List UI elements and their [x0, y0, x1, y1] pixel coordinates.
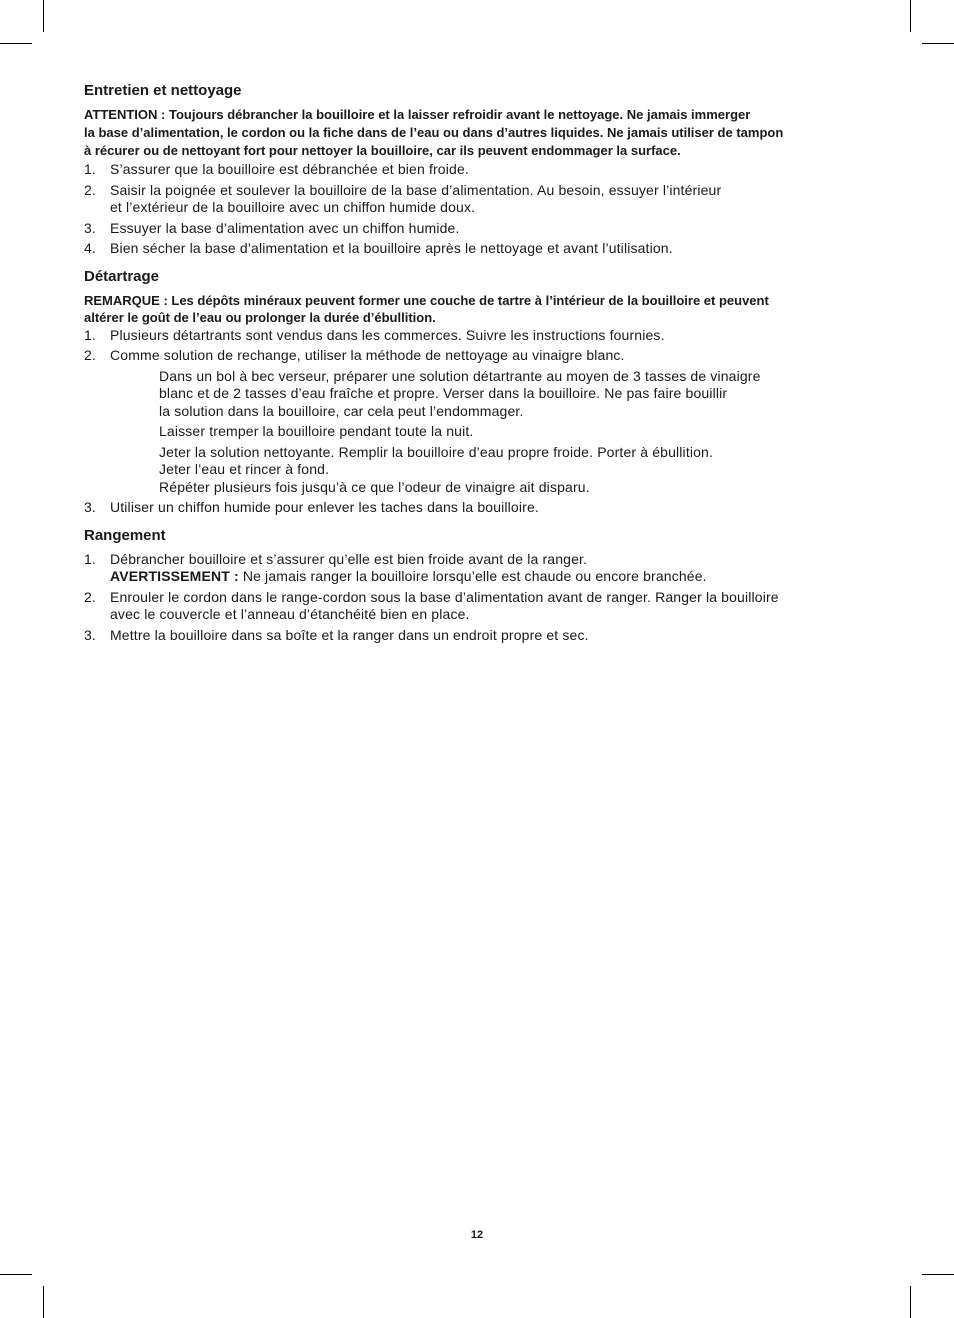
- crop-mark: [910, 1286, 911, 1318]
- section-title-entretien: Entretien et nettoyage: [84, 82, 242, 99]
- crop-mark: [922, 1274, 954, 1275]
- attention-line: ATTENTION : Toujours débrancher la bouilloire et la laisser refroidir avant le nettoyage. Ne jamais immerger: [84, 107, 751, 122]
- substep-line: Laisser tremper la bouilloire pendant toute la nuit.: [159, 423, 474, 439]
- crop-mark: [0, 43, 32, 44]
- substep-line: la solution dans la bouilloire, car cela peut l’endommager.: [159, 402, 524, 419]
- note-line: altérer le goût de l’eau ou prolonger la durée d’ébullition.: [84, 309, 436, 325]
- page-number: 12: [470, 1229, 484, 1241]
- attention-warning: [84, 106, 874, 160]
- crop-mark: [910, 0, 911, 32]
- list-item: [84, 551, 874, 586]
- step-number: 3.: [84, 499, 96, 515]
- substep-line: blanc et de 2 tasses d’eau fraîche et propre. Verser dans la bouilloire. Ne pas faire bouillir: [159, 385, 728, 401]
- step-number: 2.: [84, 181, 96, 198]
- substep-line: Jeter l’eau et rincer à fond.: [159, 461, 330, 477]
- remarque-note: [84, 292, 874, 326]
- crop-mark: [0, 1274, 32, 1275]
- crop-mark: [43, 1286, 44, 1318]
- step-text: S’assurer que la bouilloire est débranchée et bien froide.: [110, 161, 469, 177]
- list-item: [84, 220, 874, 238]
- step-number: 3.: [84, 219, 96, 236]
- vinegar-substeps: [159, 368, 874, 497]
- step-number: 4.: [84, 240, 96, 256]
- list-item: [84, 347, 874, 496]
- step-text: Bien sécher la base d’alimentation et la bouilloire après le nettoyage et avant l’utilisation.: [110, 240, 673, 256]
- document-page: [84, 82, 874, 647]
- warning-label: AVERTISSEMENT :: [110, 568, 239, 584]
- step-text: Plusieurs détartrants sont vendus dans les commerces. Suivre les instructions fournies.: [110, 326, 665, 343]
- list-item: [84, 161, 874, 179]
- crop-mark: [43, 0, 44, 32]
- list-item: [84, 589, 874, 624]
- step-number: 3.: [84, 626, 96, 643]
- substep: [159, 423, 874, 441]
- step-text: Utiliser un chiffon humide pour enlever les taches dans la bouilloire.: [110, 499, 539, 515]
- list-item: [84, 499, 874, 517]
- substep-line: Jeter la solution nettoyante. Remplir la bouilloire d’eau propre froide. Porter à ébullition.: [159, 443, 714, 460]
- step-number: 2.: [84, 347, 96, 363]
- warning-line: [110, 568, 874, 586]
- list-item: [84, 327, 874, 345]
- step-number: 1.: [84, 550, 96, 567]
- step-number: 2.: [84, 588, 96, 605]
- step-text: Comme solution de rechange, utiliser la méthode de nettoyage au vinaigre blanc.: [110, 347, 625, 363]
- attention-line: la base d’alimentation, le cordon ou la fiche dans de l’eau ou dans d’autres liquides. Ne jamais utiliser de tampon: [84, 125, 784, 140]
- list-item: [84, 182, 874, 217]
- list-item: [84, 627, 874, 645]
- cleaning-steps: [84, 161, 874, 258]
- step-number: 1.: [84, 326, 96, 343]
- attention-line: à récurer ou de nettoyant fort pour nettoyer la bouilloire, car ils peuvent endommager la surface.: [84, 143, 681, 158]
- note-line: REMARQUE : Les dépôts minéraux peuvent former une couche de tartre à l’intérieur de la bouilloire et peuvent: [84, 292, 769, 308]
- step-text: et l’extérieur de la bouilloire avec un chiffon humide doux.: [110, 199, 476, 215]
- step-text: Débrancher bouilloire et s’assurer qu’elle est bien froide avant de la ranger.: [110, 550, 588, 567]
- substep-line: Dans un bol à bec verseur, préparer une solution détartrante au moyen de 3 tasses de vinaigre: [159, 367, 761, 384]
- warning-text: Ne jamais ranger la bouilloire lorsqu’elle est chaude ou encore branchée.: [238, 568, 707, 584]
- substep-line: Répéter plusieurs fois jusqu’à ce que l’odeur de vinaigre ait disparu.: [159, 478, 590, 495]
- crop-mark: [922, 43, 954, 44]
- step-number: 1.: [84, 161, 96, 177]
- step-text: Essuyer la base d’alimentation avec un chiffon humide.: [110, 219, 460, 236]
- substep: [159, 444, 874, 497]
- section-title-detartrage: Détartrage: [84, 267, 160, 285]
- section-title-rangement: Rangement: [84, 526, 166, 544]
- substep: [159, 368, 874, 421]
- step-text: Mettre la bouilloire dans sa boîte et la ranger dans un endroit propre et sec.: [110, 626, 589, 643]
- list-item: [84, 240, 874, 258]
- descaling-steps: [84, 327, 874, 517]
- step-text: Saisir la poignée et soulever la bouilloire de la base d’alimentation. Au besoin, essuyer l’intérieur: [110, 181, 722, 198]
- step-text: Enrouler le cordon dans le range-cordon sous la base d’alimentation avant de ranger. Ranger la bouilloire: [110, 588, 779, 605]
- step-text: avec le couvercle et l’anneau d’étanchéité bien en place.: [110, 606, 470, 622]
- storage-steps: [84, 551, 874, 645]
